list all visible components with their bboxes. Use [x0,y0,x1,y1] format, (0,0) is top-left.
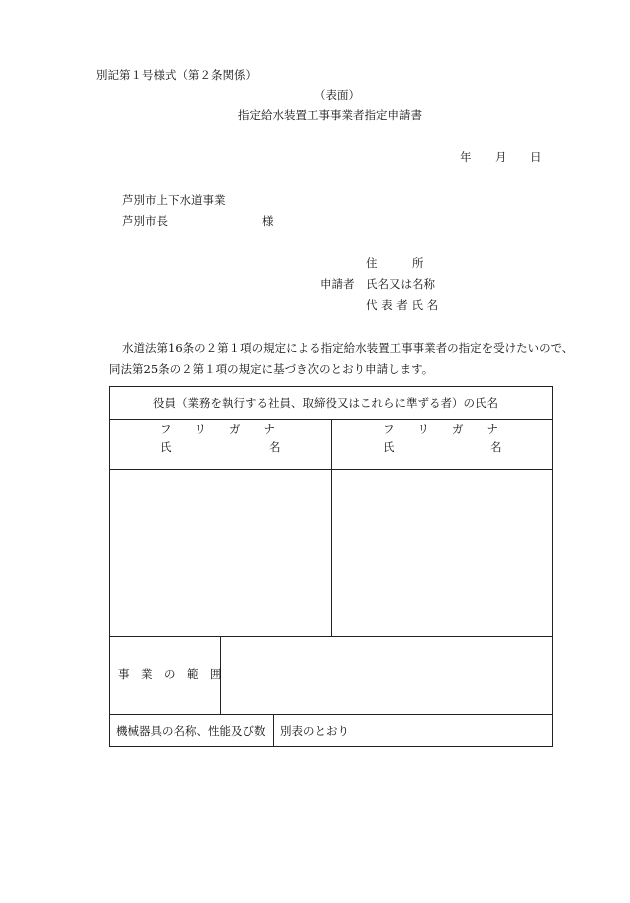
application-table [109,386,553,747]
addressee-honorific: 様 [262,214,274,228]
body-line-2: 同法第25条の２第１項の規定に基づき次のとおり申請します。 [109,362,434,376]
applicant-representative-label: 代 表 者 氏 名 [366,298,439,312]
rule-equipment-divider [273,714,274,747]
form-number: 別記第１号様式（第２条関係） [96,68,257,82]
rule-officers-bottom [110,636,552,637]
applicant-address-label: 住 所 [366,256,424,270]
addressee-org: 芦別市上下水道事業 [122,193,226,207]
name-label-right-surname: 氏 [383,440,395,454]
name-label-left-given: 名 [269,440,281,454]
date-month: 月 [495,150,507,164]
officers-header: 役員（業務を執行する社員、取締役又はこれらに準ずる者）の氏名 [153,396,498,410]
name-label-right-given: 名 [490,440,502,454]
furigana-label-left: フ リ ガ ナ [160,422,275,436]
date-year: 年 [460,150,472,164]
date-day: 日 [530,150,542,164]
rule-business-bottom [110,714,552,715]
equipment-value: 別表のとおり [280,724,349,738]
equipment-label: 機械器具の名称、性能及び数 [116,724,266,738]
furigana-label-right: フ リ ガ ナ [383,422,498,436]
business-scope-label: 事 業 の 範 囲 [118,667,222,681]
side-label: （表面） [314,88,360,102]
addressee-mayor: 芦別市長 [122,214,168,228]
applicant-name-label: 氏名又は名称 [366,277,435,291]
body-line-1: 水道法第16条の２第１項の規定による指定給水装置工事事業者の指定を受けたいので、 [122,341,574,355]
applicant-label: 申請者 [320,277,355,291]
rule-officers-divider [331,419,332,636]
document-title: 指定給水装置工事事業者指定申請書 [238,108,422,122]
name-label-left-surname: 氏 [160,440,172,454]
